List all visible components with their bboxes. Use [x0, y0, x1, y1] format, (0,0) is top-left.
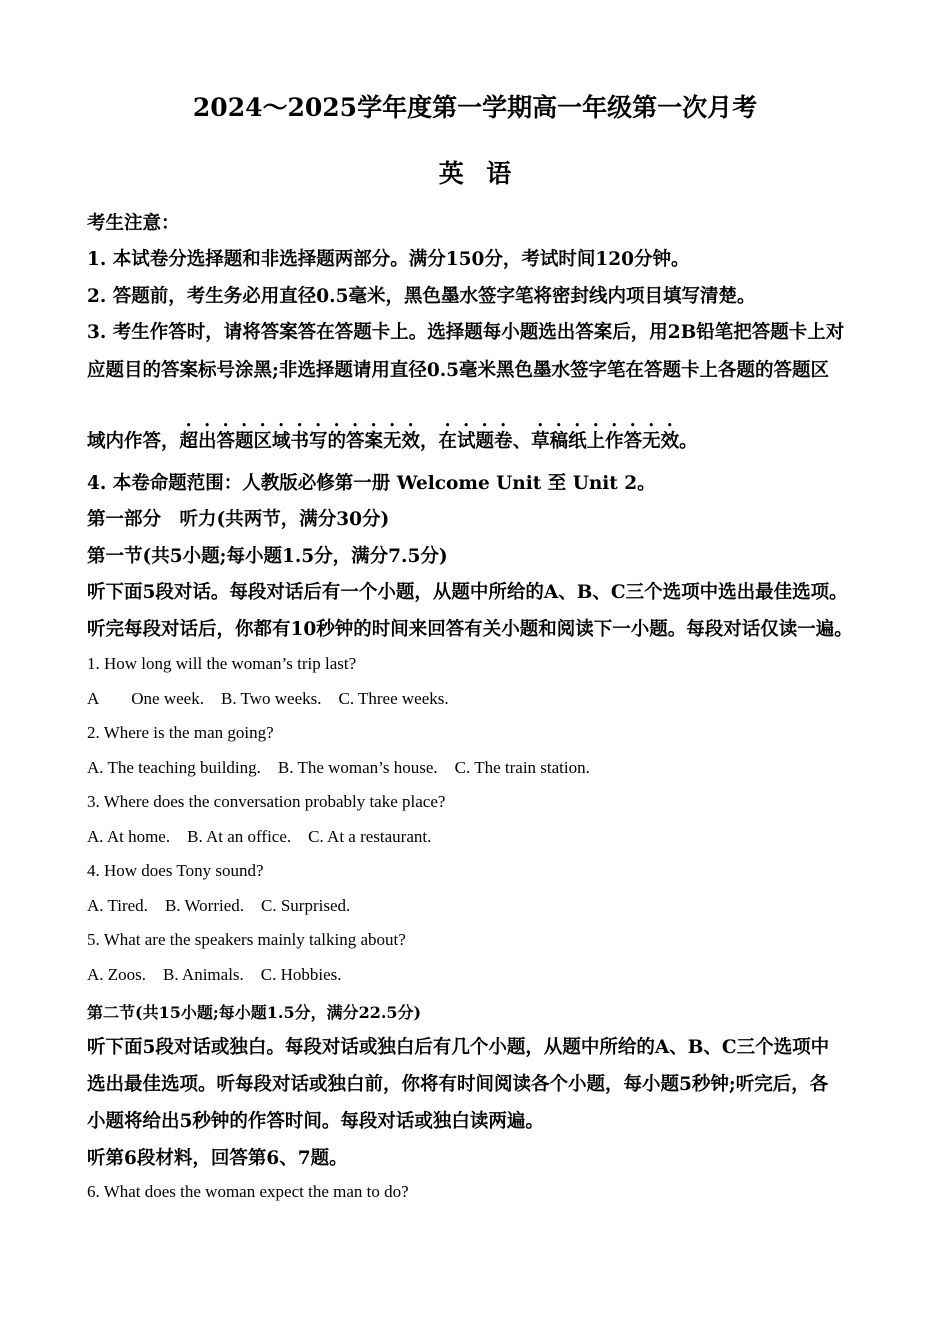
option-c: C. Hobbies. — [260, 965, 342, 984]
section1-heading: 第一节(共5小题;每小题1.5分，满分7.5分) — [87, 546, 448, 567]
option-a: A. At home. — [87, 827, 171, 846]
notice-item-2: 2. 答题前，考生务必用直径0.5毫米，黑色墨水签字笔将密封线内项目填写清楚。 — [87, 286, 756, 307]
material-6-heading: 听第6段材料，回答第6、7题。 — [87, 1148, 348, 1169]
question-3: 3. Where does the conversation probably take place? — [87, 792, 446, 811]
option-b: B. The woman’s house. — [277, 758, 438, 777]
option-c: C. At a restaurant. — [308, 827, 432, 846]
section2-instruction-1: 听下面5段对话或独白。每段对话或独白后有几个小题，从题中所给的A、B、C三个选项中 — [87, 1037, 830, 1058]
option-b: B. Worried. — [164, 896, 244, 915]
option-b: B. Two weeks. — [220, 689, 322, 708]
option-c: C. Three weeks. — [338, 689, 449, 708]
question-5: 5. What are the speakers mainly talking about? — [87, 930, 406, 949]
exam-title: 2024～2025学年度第一学期高一年级第一次月考 — [192, 93, 758, 122]
option-a: A. Zoos. — [87, 965, 147, 984]
section2-instruction-2: 选出最佳选项。听每段对话或独白前，你将有时间阅读各个小题，每小题5秒钟;听完后，各 — [87, 1074, 829, 1095]
question-4-options — [87, 896, 350, 916]
notice-heading: 考生注意： — [87, 213, 180, 234]
notice-text: 、 — [512, 431, 532, 452]
section2-heading: 第二节(共15小题;每小题1.5分，满分22.5分) — [87, 1003, 422, 1022]
notice-text: 。 — [679, 431, 698, 452]
emphasized-text: 草稿纸上作答无效 — [531, 431, 680, 452]
emphasized-text: 超出答题区域书写的答案无效 — [179, 431, 421, 452]
section1-instruction-1: 听下面5段对话。每段对话后有一个小题，从题中所给的A、B、C三个选项中选出最佳选项。 — [87, 582, 848, 603]
question-3-options — [87, 827, 431, 847]
option-c: C. The train station. — [454, 758, 590, 777]
emphasized-text: 在试题卷 — [438, 431, 513, 452]
option-a: A. The teaching building. — [87, 758, 261, 777]
option-a: A. Tired. — [87, 896, 148, 915]
question-5-options — [87, 965, 342, 985]
notice-text: 域内作答， — [87, 431, 180, 452]
notice-item-3-line-2: 应题目的答案标号涂黑;非选择题请用直径0.5毫米黑色墨水签字笔在答题卡上各题的答题区 — [87, 360, 830, 381]
subject-title: 英语 — [438, 159, 534, 188]
notice-text: ， — [420, 431, 439, 452]
section2-instruction-3: 小题将给出5秒钟的作答时间。每段对话或独白读两遍。 — [87, 1111, 544, 1132]
question-4: 4. How does Tony sound? — [87, 861, 264, 880]
option-c: C. Surprised. — [261, 896, 351, 915]
section1-instruction-2: 听完每段对话后，你都有10秒钟的时间来回答有关小题和阅读下一小题。每段对话仅读一遍。 — [87, 619, 853, 640]
option-b: B. At an office. — [187, 827, 292, 846]
notice-item-3-line-3 — [87, 421, 698, 453]
question-1: 1. How long will the woman’s trip last? — [87, 654, 357, 673]
question-2: 2. Where is the man going? — [87, 723, 274, 742]
option-a-text: One week. — [131, 689, 204, 708]
part1-heading: 第一部分 听力(共两节，满分30分) — [87, 509, 390, 530]
notice-item-3-line-1: 3. 考生作答时，请将答案答在答题卡上。选择题每小题选出答案后，用2B铅笔把答题卡上对 — [87, 322, 845, 343]
question-6: 6. What does the woman expect the man to do? — [87, 1182, 409, 1201]
option-b: B. Animals. — [163, 965, 244, 984]
option-a: A — [87, 689, 100, 708]
question-2-options — [87, 758, 590, 778]
question-1-options — [87, 689, 449, 709]
notice-item-1: 1. 本试卷分选择题和非选择题两部分。满分150分，考试时间120分钟。 — [87, 249, 690, 270]
notice-item-4: 4. 本卷命题范围：人教版必修第一册 Welcome Unit 至 Unit 2。 — [87, 473, 656, 494]
